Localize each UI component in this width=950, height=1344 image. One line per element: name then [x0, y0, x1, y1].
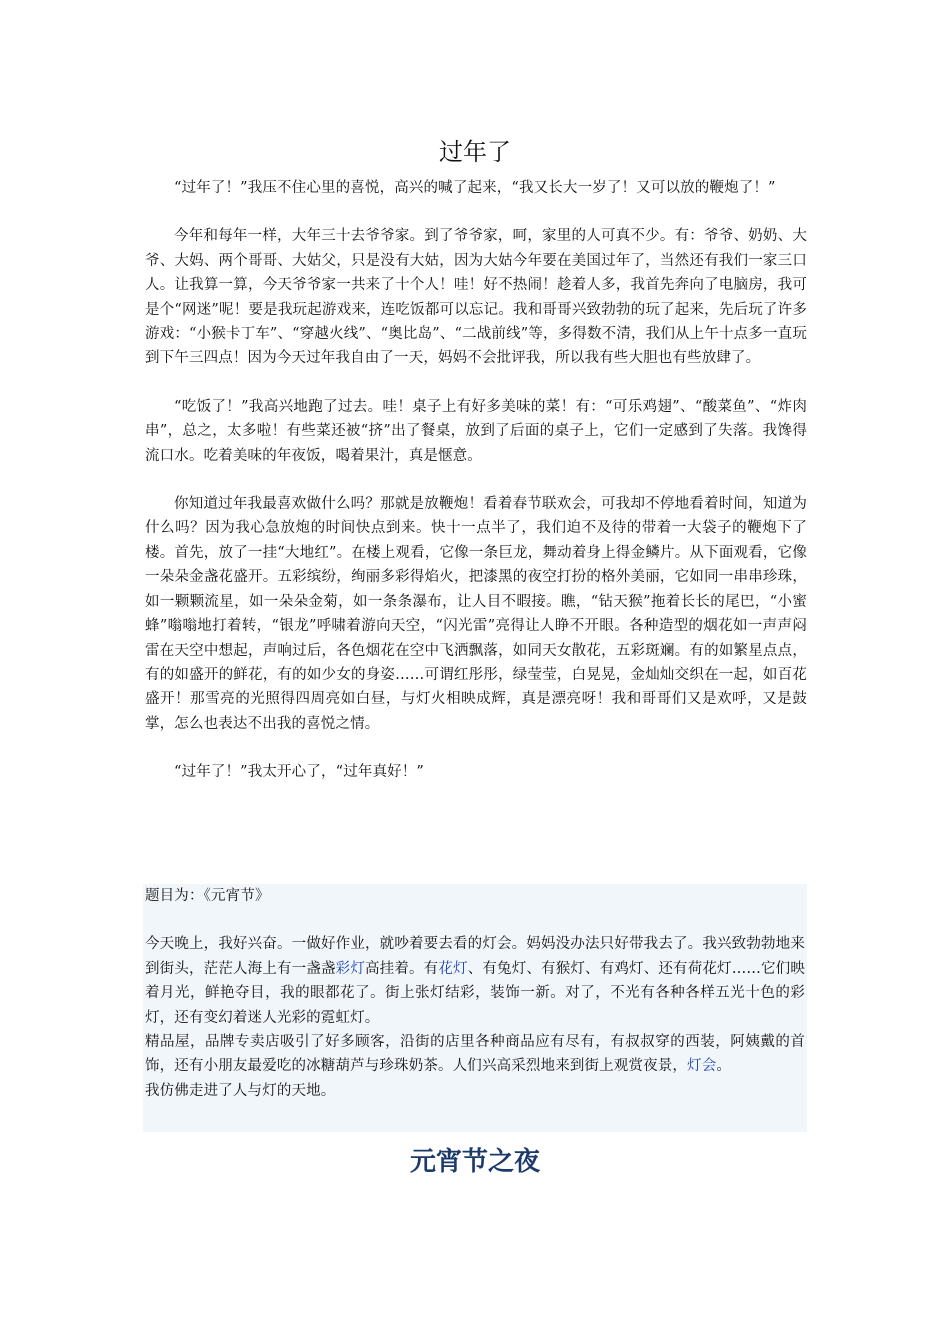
text-span: 高挂着。有	[365, 960, 439, 977]
lantern-link[interactable]: 彩灯	[335, 960, 366, 977]
lantern-show-link[interactable]: 灯会	[687, 1058, 717, 1075]
section-heading: 元宵节之夜	[409, 1147, 540, 1177]
paragraph-4: 你知道过年我最喜欢做什么吗？那就是放鞭炮！看着春节联欢会，可我却不停地看着时间，知道为什么吗？因为我心急放炮的时间快点到来。快十一点半了，我们迫不及待的带着一大袋子的鞭炮下了楼。首先，放了一挂“大地红”。在楼上观看，它像一条巨龙，舞动着身上得金鳞片。从下面观看，它像一朵朵金盏花盛开。五彩缤纷，绚丽多彩得焰火，把漆黑的夜空打扮的格外美丽，它如同一串串珍珠，如一颗颗流星，如一朵朵金菊，如一条条瀑布，让人目不暇接。瞧，“钻天猴”拖着长长的尾巴，“小蜜蜂”嗡嗡地打着转，“银龙”呼啸着游向天空，“闪光雷”亮得让人睁不开眼。各种造型的烟花如一声声闷雷在天空中想起，声响过后，各色烟花在空中飞洒飘落，如同天女散花，五彩斑斓。有的如繁星点点，有的如盛开的鲜花，有的如少女的身姿……可谓红彤彤，绿莹莹，白晃晃，金灿灿交织在一起，如百花盛开！那雪亮的光照得四周亮如白昼，与灯火相映成辉，真是漂亮呀！我和哥哥们又是欢呼，又是鼓掌，怎么也表达不出我的喜悦之情。	[145, 496, 807, 732]
flower-lantern-link[interactable]: 花灯	[438, 960, 468, 977]
lantern-paragraph-2	[145, 1030, 805, 1079]
lantern-paragraph-1	[145, 932, 805, 1030]
text-span: 、有兔灯、有猴灯、有鸡灯、还有荷花灯……它们映着月光，鲜艳夺目，我的眼都花了。街上张灯结彩，装饰一新。对了，不光有各种各样五光十色的彩灯，还有变幻着迷人光彩的霓虹灯。	[145, 960, 806, 1026]
paragraph-3: “吃饭了！”我高兴地跑了过去。哇！桌子上有好多美味的菜！有：“可乐鸡翅”、“酸菜鱼”、“炸肉串”，总之，太多啦！有些菜还被“挤”出了餐桌，放到了后面的桌子上，它们一定感到了失落。我馋得流口水。吃着美味的年夜饭，喝着果汁，真是惬意。	[145, 398, 807, 464]
article-title: 过年了	[439, 138, 511, 166]
article-body	[145, 176, 807, 809]
lantern-paragraph-3: 我仿佛走进了人与灯的天地。	[145, 1082, 336, 1099]
text-span: 。	[716, 1058, 732, 1075]
paragraph-2: 今年和每年一样，大年三十去爷爷家。到了爷爷家，呵，家里的人可真不少。有：爷爷、奶奶、大爷、大妈、两个哥哥、大姑父，只是没有大姑，因为大姑今年要在美国过年了，当然还有我们一家三口人。让我算一算，今天爷爷家一共来了十个人！哇！好不热闹！趁着人多，我首先奔向了电脑房，我可是个“网迷”呢！要是我玩起游戏来，连吃饭都可以忘记。我和哥哥兴致勃勃的玩了起来，先后玩了许多游戏：“小猴卡丁车”、“穿越火线”、“奥比岛”、“二战前线”等，多得数不清，我们从上午十点多一直玩到下午三四点！因为今天过年我自由了一天，妈妈不会批评我，所以我有些大胆也有些放肆了。	[145, 228, 807, 367]
lantern-festival-section	[143, 884, 807, 1132]
text-span: 精品屋，品牌专卖店吸引了好多顾客，沿街的店里各种商品应有尽有，有叔叔穿的西装，阿姨戴的首饰，还有小朋友最爱吃的冰糖葫芦与珍珠奶茶。人们兴高采烈地来到街上观赏夜景，	[145, 1034, 805, 1075]
spacer	[145, 908, 805, 932]
paragraph-1: “过年了！”我压不住心里的喜悦，高兴的喊了起来，“我又长大一岁了！又可以放的鞭炮了！”	[174, 180, 776, 196]
text-span: 今天晚上，我好兴奋。一做好作业，就吵着要去看的灯会。妈妈没办法只好带我去了。我兴致勃勃地来到街头，茫茫人海上有一盏盏	[145, 936, 805, 977]
paragraph-5: “过年了！”我太开心了，“过年真好！”	[174, 764, 424, 781]
topic-line: 题目为：《元宵节》	[145, 888, 270, 904]
